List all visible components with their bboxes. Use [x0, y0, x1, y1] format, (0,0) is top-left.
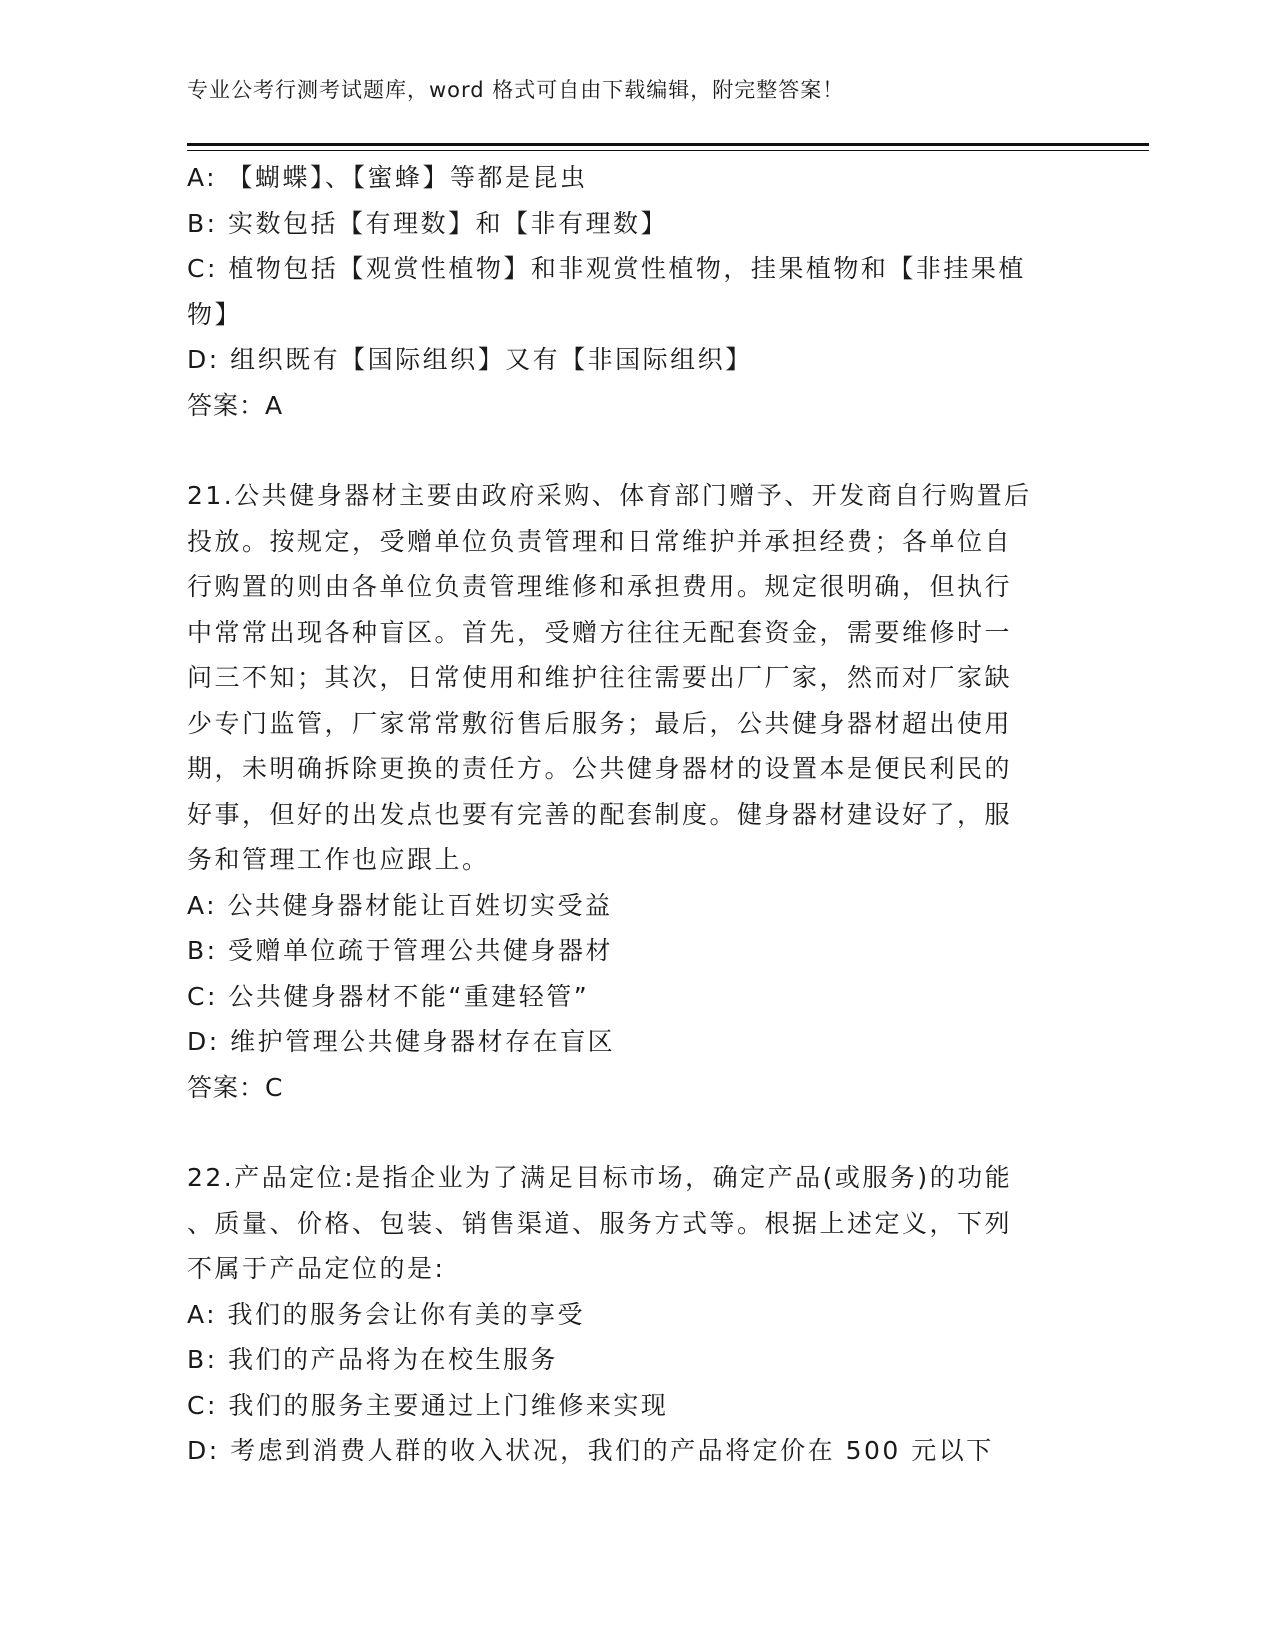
q21-option-d: D: 维护管理公共健身器材存在盲区	[187, 1027, 616, 1056]
q21-stem-line-1: 21.公共健身器材主要由政府采购、体育部门赠予、开发商自行购置后	[187, 481, 1032, 510]
header-divider	[187, 143, 1149, 151]
q22-stem-line-2: 、质量、价格、包装、销售渠道、服务方式等。根据上述定义，下列	[187, 1208, 1013, 1238]
q22-option-d: D: 考虑到消费人群的收入状况，我们的产品将定价在 500 元以下	[187, 1436, 994, 1465]
q22-option-a: A: 我们的服务会让你有美的享受	[187, 1299, 586, 1329]
q21-stem-line-6: 少专门监管，厂家常常敷衍售后服务；最后，公共健身器材超出使用	[187, 708, 1013, 738]
question-21-block	[187, 473, 1067, 1110]
q21-stem-line-5: 问三不知；其次，日常使用和维护往往需要出厂厂家，然而对厂家缺	[187, 663, 1013, 692]
question-22-block	[187, 1155, 1067, 1474]
q21-option-a: A: 公共健身器材能让百姓切实受益	[187, 890, 613, 920]
q20-option-b: B: 实数包括【有理数】和【非有理数】	[187, 208, 669, 238]
spacer	[187, 1110, 1067, 1155]
q21-stem-line-7: 期，未明确拆除更换的责任方。公共健身器材的设置本是便民利民的	[187, 754, 1013, 783]
q22-stem-line-1: 22.产品定位:是指企业为了满足目标市场，确定产品(或服务)的功能	[187, 1163, 1013, 1192]
q20-option-c-continued: 物】	[187, 299, 243, 329]
q20-option-a: A: 【蝴蝶】、【蜜蜂】等都是昆虫	[187, 163, 588, 192]
question-20-block	[187, 155, 1067, 428]
q21-stem-line-8: 好事，但好的出发点也要有完善的配套制度。健身器材建设好了，服	[187, 799, 1013, 829]
q21-answer: 答案：C	[187, 1072, 284, 1102]
q20-option-d: D: 组织既有【国际组织】又有【非国际组织】	[187, 345, 753, 374]
q22-stem-line-3: 不属于产品定位的是:	[187, 1254, 446, 1283]
q21-option-c: C: 公共健身器材不能“重建轻管”	[187, 981, 590, 1011]
page-header: 专业公考行测考试题库，word 格式可自由下载编辑，附完整答案！	[187, 78, 845, 102]
q21-stem-line-4: 中常常出现各种盲区。首先，受赠方往往无配套资金，需要维修时一	[187, 617, 1013, 647]
q20-answer: 答案：A	[187, 390, 284, 420]
q21-option-b: B: 受赠单位疏于管理公共健身器材	[187, 936, 614, 965]
q21-stem-line-9: 务和管理工作也应跟上。	[187, 845, 490, 874]
q22-option-b: B: 我们的产品将为在校生服务	[187, 1345, 559, 1374]
spacer	[187, 428, 1067, 473]
q21-stem-line-2: 投放。按规定，受赠单位负责管理和日常维护并承担经费；各单位自	[187, 526, 1013, 556]
q20-option-c: C: 植物包括【观赏性植物】和非观赏性植物，挂果植物和【非挂果植	[187, 254, 1026, 283]
q21-stem-line-3: 行购置的则由各单位负责管理维修和承担费用。规定很明确，但执行	[187, 572, 1013, 601]
question-content	[187, 155, 1067, 1474]
q22-option-c: C: 我们的服务主要通过上门维修来实现	[187, 1390, 669, 1420]
